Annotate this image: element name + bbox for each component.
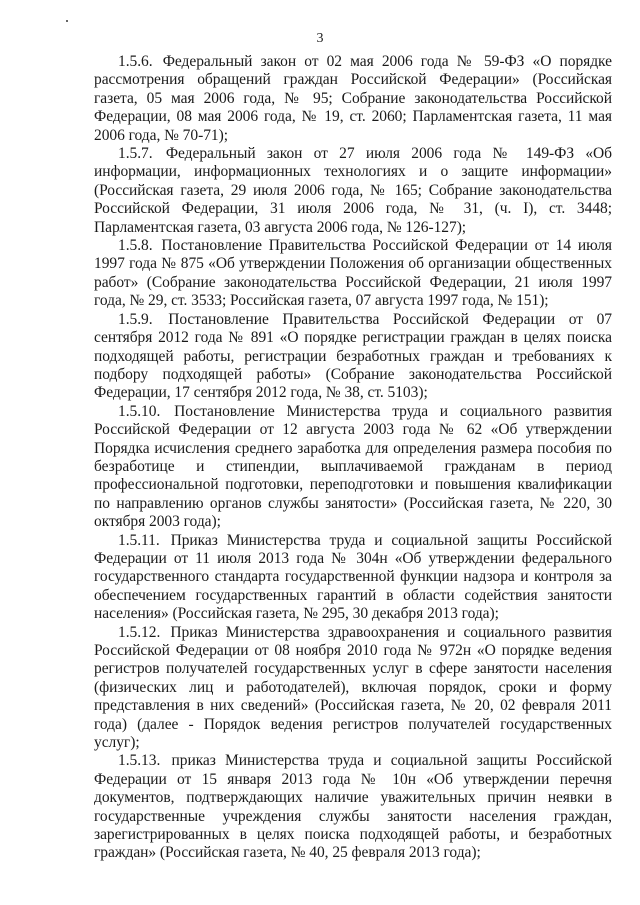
paragraph-1-5-12 (94, 624, 612, 753)
paragraph-1-5-8 (94, 237, 612, 311)
paragraph-1-5-6 (94, 53, 612, 145)
paragraph-1-5-7 (94, 145, 612, 237)
paragraph-text: Постановление Правительства Российской Федерации от 07 сентября 2012 года № 891 «О порядке регистрации граждан в целях поиска подходящей работы, регистрации безработных граждан и требованиях к подбору подходящей работы» (Собрание законодательства Российской Федерации, 17 сентября 2012 года, № 38, ст. 5103); (94, 310, 613, 402)
paragraph-number: 1.5.8. (118, 237, 153, 255)
paragraph-number: 1.5.9. (118, 310, 153, 328)
paragraph-1-5-10 (94, 403, 612, 532)
paragraph-1-5-13 (94, 752, 612, 862)
scan-speck (66, 20, 68, 22)
paragraph-number: 1.5.11. (118, 531, 160, 549)
paragraph-1-5-9 (94, 311, 612, 403)
paragraph-1-5-11 (94, 532, 612, 624)
paragraph-text: приказ Министерства труда и социальной защиты Российской Федерации от 15 января 2013 года № 10н «Об утверждении перечня документов, подтверждающих наличие уважительных причин неявки в государственные учреждения службы занятости населения граждан, зарегистрированных в целях поиска подходящей работы, и безработных граждан» (Российская газета, № 40, 25 февраля 2013 года); (94, 752, 613, 862)
paragraph-number: 1.5.10. (118, 402, 161, 420)
paragraph-text: Федеральный закон от 27 июля 2006 года № 149-ФЗ «Об информации, информационных технологиях и о защите информации» (Российская газета, 29 июля 2006 года, № 165; Собрание законодательства Российской Федерации, 31 июля 2006 года, № 31, (ч. I), ст. 3448; Парламентская газета, 03 августа 2006 года, № 126-127); (94, 145, 612, 236)
paragraph-number: 1.5.7. (118, 145, 153, 163)
paragraph-text: Приказ Министерства здравоохранения и социального развития Российской Федерации от 08 ноября 2010 года № 972н «О порядке ведения регистров получателей государственных услуг в сфере занятости населения (физических лиц и работодателей), включая порядок, сроки и форму представления в них сведений» (Российская газета, № 20, 02 февраля 2011 года) (далее - Порядок ведения регистров получателей государственных услуг); (94, 623, 613, 752)
paragraph-number: 1.5.6. (118, 53, 153, 70)
document-body (94, 53, 612, 863)
paragraph-number: 1.5.12. (118, 623, 161, 641)
page-number: 3 (316, 31, 324, 46)
paragraph-text: Приказ Министерства труда и социальной защиты Российской Федерации от 11 июля 2013 года № 304н «Об утверждении федерального государственного стандарта государственной функции надзора и контроля за обеспечением государственных гарантий в области содействия занятости населения» (Российская газета, № 295, 30 декабря 2013 года); (94, 531, 612, 623)
paragraph-text: Постановление Министерства труда и социального развития Российской Федерации от 12 августа 2003 года № 62 «Об утверждении Порядка исчисления среднего заработка для определения размера пособия по безработице и стипендии, выплачиваемой гражданам в период профессиональной подготовки, переподготовки и повышения квалификации по направлению органов службы занятости» (Российская газета, № 220, 30 октября 2003 года); (94, 402, 613, 531)
paragraph-text: Постановление Правительства Российской Федерации от 14 июля 1997 года № 875 «Об утверждении Положения об организации общественных работ» (Собрание законодательства Российской Федерации, 21 июля 1997 года, № 29, ст. 3533; Российская газета, 07 августа 1997 года, № 151); (94, 237, 612, 310)
paragraph-number: 1.5.13. (118, 752, 161, 770)
paragraph-text: Федеральный закон от 02 мая 2006 года № 59-ФЗ «О порядке рассмотрения обращений граждан Российской Федерации» (Российская газета, 05 мая 2006 года, № 95; Собрание законодательства Российской Федерации, 08 мая 2006 года, № 19, ст. 2060; Парламентская газета, 11 мая 2006 года, № 70-71); (94, 53, 612, 144)
